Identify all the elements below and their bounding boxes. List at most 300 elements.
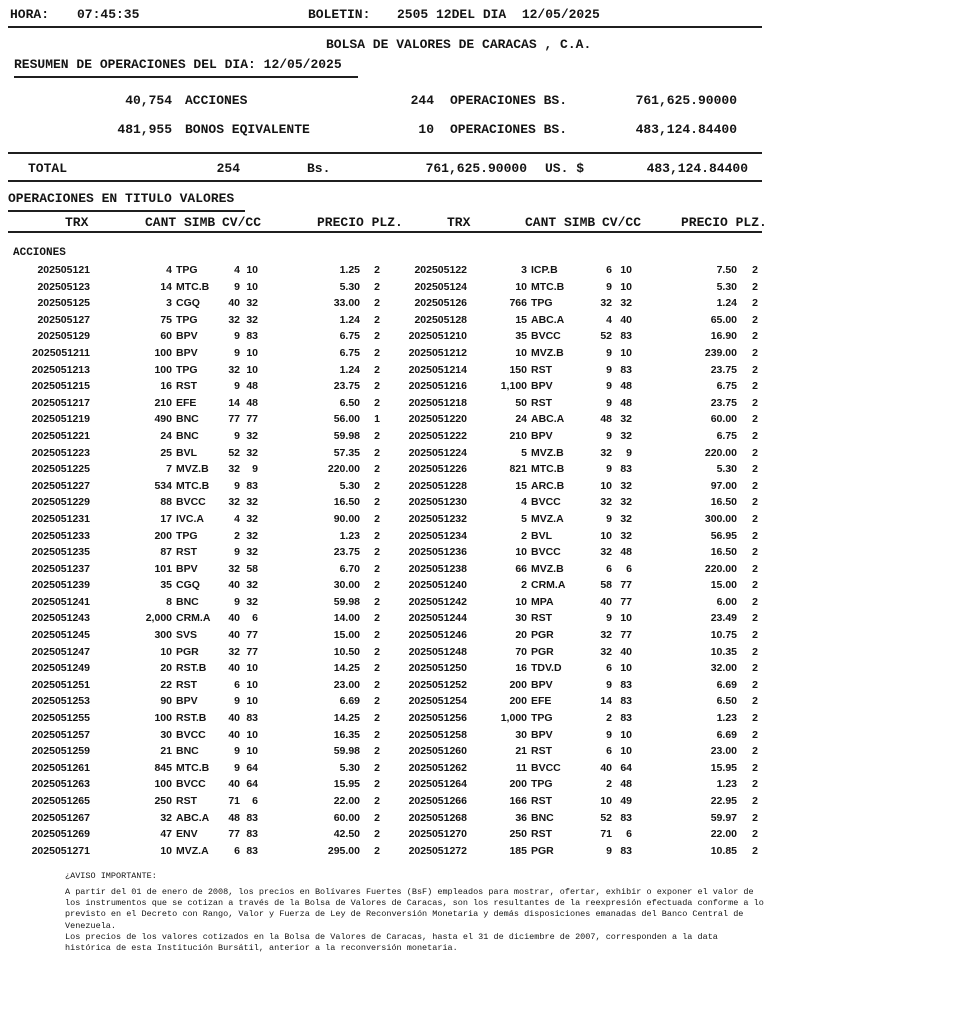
precio-cell: 23.49 <box>710 612 737 625</box>
table-row <box>0 727 762 744</box>
precio-cell: 14.25 <box>333 712 360 725</box>
cc-cell: 83 <box>620 712 632 725</box>
plz-cell: 2 <box>752 695 758 708</box>
cv-cell: 9 <box>606 844 612 857</box>
cant-cell: 3 <box>166 297 172 310</box>
cv-cell: 58 <box>600 579 612 592</box>
simb-cell: ICP.B <box>531 264 558 276</box>
simb-cell: RST.B <box>176 712 207 725</box>
trx-cell: 2025051220 <box>408 413 467 426</box>
cc-cell: 10 <box>620 662 632 675</box>
cc-cell: 64 <box>620 761 632 774</box>
trx-cell: 2025051242 <box>408 595 467 608</box>
trx-cell: 2025051270 <box>408 828 467 841</box>
cc-cell: 40 <box>620 313 632 326</box>
cv-cell: 32 <box>600 496 612 509</box>
cant-cell: 845 <box>154 761 172 774</box>
table-row <box>0 793 762 810</box>
bonos-cantidad: 481,955 <box>117 122 172 137</box>
trx-cell: 2025051239 <box>31 579 90 592</box>
cv-cell: 14 <box>228 396 240 409</box>
precio-cell: 6.75 <box>339 346 360 359</box>
simb-cell: RST <box>531 795 552 807</box>
precio-cell: 32.00 <box>710 662 737 675</box>
cc-cell: 10 <box>620 280 632 293</box>
plz-cell: 2 <box>374 795 380 807</box>
precio-cell: 6.00 <box>716 595 737 608</box>
plz-cell: 2 <box>374 629 380 642</box>
cv-cell: 9 <box>234 330 240 343</box>
simb-cell: ABC.A <box>176 811 210 824</box>
cc-cell: 83 <box>246 712 258 725</box>
cant-cell: 30 <box>160 728 172 741</box>
table-row <box>0 743 762 760</box>
trx-cell: 2025051260 <box>408 745 467 758</box>
cc-cell: 10 <box>246 280 258 293</box>
cc-cell: 10 <box>246 346 258 359</box>
cant-cell: 185 <box>509 844 527 857</box>
plz-cell: 2 <box>374 363 380 376</box>
simb-cell: MVZ.B <box>531 562 564 575</box>
header-rule <box>8 26 762 28</box>
precio-cell: 6.50 <box>339 396 360 409</box>
simb-cell: PGR <box>531 629 554 642</box>
cant-cell: 35 <box>160 579 172 592</box>
simb-cell: MTC.B <box>176 761 210 774</box>
simb-cell: TPG <box>176 529 198 542</box>
cc-cell: 83 <box>620 678 632 691</box>
cv-cell: 10 <box>600 795 612 807</box>
simb-cell: CRM.A <box>176 612 211 625</box>
cv-cell: 52 <box>600 811 612 824</box>
precio-cell: 5.30 <box>339 280 360 293</box>
cant-cell: 20 <box>160 662 172 675</box>
plz-cell: 2 <box>374 479 380 492</box>
trx-cell: 2025051255 <box>31 712 90 725</box>
aviso-line: previsto en el Decreto con Rango, Valor y Fuerza de Ley de Reconversión Monetaria y demás disposiciones emanadas del Banco Central de <box>65 909 744 920</box>
plz-cell: 2 <box>752 496 758 509</box>
simb-cell: BPV <box>176 562 198 575</box>
simb-cell: BPV <box>531 380 553 393</box>
precio-cell: 65.00 <box>710 313 737 326</box>
plz-cell: 2 <box>752 778 758 791</box>
cv-cell: 6 <box>606 662 612 675</box>
plz-cell: 2 <box>374 346 380 359</box>
simb-cell: MVZ.B <box>531 446 564 459</box>
cant-cell: 5 <box>521 512 527 525</box>
cc-cell: 10 <box>246 662 258 675</box>
trx-cell: 2025051222 <box>408 429 467 442</box>
cant-cell: 24 <box>515 413 527 426</box>
cc-cell: 77 <box>620 629 632 642</box>
cv-cell: 32 <box>600 546 612 559</box>
cant-cell: 36 <box>515 811 527 824</box>
cant-cell: 22 <box>160 678 172 691</box>
trx-cell: 2025051245 <box>31 629 90 642</box>
cv-cell: 40 <box>600 761 612 774</box>
cant-cell: 490 <box>154 413 172 426</box>
cant-cell: 5 <box>521 446 527 459</box>
simb-cell: RST.B <box>176 662 207 675</box>
precio-cell: 15.00 <box>333 629 360 642</box>
col-header-precio-plz: PRECIO PLZ. <box>317 215 403 230</box>
cc-cell: 48 <box>620 778 632 791</box>
trx-cell: 2025051218 <box>408 396 467 409</box>
trx-cell: 2025051219 <box>31 413 90 426</box>
trx-cell: 202505124 <box>414 280 467 293</box>
precio-cell: 10.75 <box>710 629 737 642</box>
cv-cell: 32 <box>228 463 240 476</box>
precio-cell: 239.00 <box>704 346 737 359</box>
plz-cell: 2 <box>752 678 758 691</box>
cc-cell: 10 <box>620 612 632 625</box>
precio-cell: 6.69 <box>716 678 737 691</box>
usd-label: US. $ <box>545 161 585 176</box>
table-row <box>0 328 762 345</box>
cant-cell: 25 <box>160 446 172 459</box>
table-row <box>0 710 762 727</box>
simb-cell: CGQ <box>176 579 200 592</box>
simb-cell: BNC <box>176 413 199 426</box>
trx-cell: 2025051267 <box>31 811 90 824</box>
simb-cell: RST <box>531 396 552 409</box>
trx-cell: 2025051261 <box>31 761 90 774</box>
table-row <box>0 279 762 296</box>
plz-cell: 2 <box>752 795 758 807</box>
cv-cell: 9 <box>234 695 240 708</box>
col-header-cant-simb: CANT SIMB <box>525 215 596 230</box>
cv-cell: 6 <box>234 844 240 857</box>
trx-cell: 2025051254 <box>408 695 467 708</box>
plz-cell: 2 <box>752 346 758 359</box>
trx-cell: 2025051240 <box>408 579 467 592</box>
plz-cell: 2 <box>752 811 758 824</box>
trx-cell: 2025051225 <box>31 463 90 476</box>
precio-cell: 23.75 <box>333 546 360 559</box>
plz-cell: 2 <box>374 496 380 509</box>
precio-cell: 16.50 <box>710 546 737 559</box>
plz-cell: 2 <box>752 629 758 642</box>
total-num-ops: 254 <box>216 161 240 176</box>
cv-cell: 6 <box>234 678 240 691</box>
cc-cell: 32 <box>246 313 258 326</box>
cv-cell: 9 <box>606 346 612 359</box>
trx-cell: 2025051246 <box>408 629 467 642</box>
precio-cell: 15.00 <box>710 579 737 592</box>
simb-cell: BPV <box>176 346 198 359</box>
cc-cell: 9 <box>626 446 632 459</box>
simb-cell: CGQ <box>176 297 200 310</box>
col-header-cv-cc: CV/CC <box>602 215 642 230</box>
precio-cell: 6.75 <box>339 330 360 343</box>
cant-cell: 60 <box>160 330 172 343</box>
plz-cell: 2 <box>752 546 758 559</box>
simb-cell: BVCC <box>531 761 561 774</box>
plz-cell: 2 <box>374 844 380 857</box>
cc-cell: 10 <box>246 264 258 276</box>
cant-cell: 14 <box>160 280 172 293</box>
operaciones-bs-label: OPERACIONES BS. <box>450 93 568 108</box>
trx-cell: 2025051235 <box>31 546 90 559</box>
cv-cell: 9 <box>234 380 240 393</box>
cv-cell: 40 <box>228 579 240 592</box>
trx-cell: 2025051241 <box>31 595 90 608</box>
plz-cell: 2 <box>752 645 758 658</box>
precio-cell: 1.24 <box>716 297 737 310</box>
cv-cell: 9 <box>606 612 612 625</box>
precio-cell: 23.00 <box>710 745 737 758</box>
cant-cell: 200 <box>154 529 172 542</box>
trx-cell: 2025051232 <box>408 512 467 525</box>
cant-cell: 200 <box>509 778 527 791</box>
cc-cell: 10 <box>246 695 258 708</box>
cc-cell: 10 <box>620 346 632 359</box>
plz-cell: 2 <box>374 280 380 293</box>
simb-cell: RST <box>531 828 552 841</box>
cc-cell: 83 <box>246 330 258 343</box>
simb-cell: MPA <box>531 595 554 608</box>
precio-cell: 14.00 <box>333 612 360 625</box>
plz-cell: 2 <box>752 479 758 492</box>
cc-cell: 9 <box>252 463 258 476</box>
cant-cell: 100 <box>154 712 172 725</box>
precio-cell: 1.23 <box>716 712 737 725</box>
plz-cell: 2 <box>374 297 380 310</box>
cc-cell: 10 <box>620 745 632 758</box>
table-row <box>0 544 762 561</box>
cant-cell: 32 <box>160 811 172 824</box>
trx-cell: 2025051229 <box>31 496 90 509</box>
cant-cell: 17 <box>160 512 172 525</box>
cant-cell: 2 <box>521 529 527 542</box>
page-title: BOLSA DE VALORES DE CARACAS , C.A. <box>326 37 592 52</box>
bonos-monto: 483,124.84400 <box>635 122 737 137</box>
cc-cell: 77 <box>620 595 632 608</box>
cant-cell: 821 <box>509 463 527 476</box>
cant-cell: 250 <box>509 828 527 841</box>
plz-cell: 2 <box>752 330 758 343</box>
cant-cell: 24 <box>160 429 172 442</box>
trx-cell: 2025051211 <box>32 346 90 359</box>
cv-cell: 9 <box>234 346 240 359</box>
plz-cell: 2 <box>374 728 380 741</box>
cv-cell: 32 <box>600 446 612 459</box>
cc-cell: 32 <box>246 446 258 459</box>
simb-cell: RST <box>176 678 197 691</box>
precio-cell: 295.00 <box>327 844 360 857</box>
trx-cell: 2025051266 <box>408 795 467 807</box>
precio-cell: 30.00 <box>333 579 360 592</box>
precio-cell: 59.98 <box>333 745 360 758</box>
cant-cell: 10 <box>515 546 527 559</box>
cv-cell: 32 <box>600 629 612 642</box>
table-row <box>0 428 762 445</box>
simb-cell: MTC.B <box>531 280 565 293</box>
cc-cell: 6 <box>626 828 632 841</box>
simb-cell: EFE <box>531 695 552 708</box>
cc-cell: 58 <box>246 562 258 575</box>
cv-cell: 9 <box>606 678 612 691</box>
cant-cell: 210 <box>509 429 527 442</box>
cc-cell: 6 <box>252 795 258 807</box>
precio-cell: 97.00 <box>710 479 737 492</box>
trx-cell: 2025051250 <box>408 662 467 675</box>
cant-cell: 21 <box>515 745 527 758</box>
trx-cell: 2025051256 <box>408 712 467 725</box>
precio-cell: 5.30 <box>716 280 737 293</box>
simb-cell: ABC.A <box>531 313 565 326</box>
boletin-label: BOLETIN: <box>308 7 371 22</box>
cant-cell: 87 <box>160 546 172 559</box>
plz-cell: 2 <box>752 662 758 675</box>
trx-cell: 2025051251 <box>31 678 90 691</box>
trx-cell: 2025051271 <box>31 844 90 857</box>
simb-cell: BVL <box>531 529 552 542</box>
simb-cell: BVCC <box>531 546 561 559</box>
simb-cell: BVCC <box>176 728 206 741</box>
cv-cell: 32 <box>228 313 240 326</box>
aviso-line: histórica de esta Institución Bursátil, anterior a la reconversión monetaria. <box>65 942 458 953</box>
simb-cell: BVCC <box>531 330 561 343</box>
cc-cell: 32 <box>620 512 632 525</box>
cv-cell: 9 <box>234 429 240 442</box>
cv-cell: 6 <box>606 745 612 758</box>
bonos-label: BONOS EQIVALENTE <box>185 122 310 137</box>
bonos-num-ops: 10 <box>418 122 434 137</box>
cant-cell: 10 <box>515 595 527 608</box>
cv-cell: 52 <box>600 330 612 343</box>
plz-cell: 2 <box>374 579 380 592</box>
cc-cell: 32 <box>620 479 632 492</box>
trx-cell: 2025051258 <box>408 728 467 741</box>
precio-cell: 5.30 <box>339 479 360 492</box>
table-row <box>0 660 762 677</box>
simb-cell: BPV <box>531 728 553 741</box>
simb-cell: TPG <box>176 264 198 276</box>
total-bs-monto: 761,625.90000 <box>425 161 527 176</box>
trx-cell: 2025051221 <box>31 429 90 442</box>
cv-cell: 9 <box>606 280 612 293</box>
cv-cell: 48 <box>228 811 240 824</box>
cant-cell: 30 <box>515 612 527 625</box>
cant-cell: 3 <box>521 264 527 276</box>
trx-cell: 2025051223 <box>31 446 90 459</box>
precio-cell: 6.75 <box>716 429 737 442</box>
precio-cell: 60.00 <box>710 413 737 426</box>
table-row <box>0 262 762 279</box>
plz-cell: 2 <box>752 728 758 741</box>
trx-cell: 2025051210 <box>408 330 467 343</box>
table-row <box>0 610 762 627</box>
cv-cell: 9 <box>606 380 612 393</box>
cant-cell: 250 <box>154 795 172 807</box>
boletin-value: 2505 12DEL DIA 12/05/2025 <box>397 7 600 22</box>
cc-cell: 10 <box>620 728 632 741</box>
plz-cell: 2 <box>374 429 380 442</box>
cv-cell: 48 <box>600 413 612 426</box>
cc-cell: 83 <box>246 479 258 492</box>
simb-cell: CRM.A <box>531 579 566 592</box>
simb-cell: MTC.B <box>176 479 210 492</box>
trx-cell: 2025051227 <box>31 479 90 492</box>
col-header-precio-plz: PRECIO PLZ. <box>681 215 767 230</box>
simb-cell: BPV <box>176 330 198 343</box>
cc-cell: 6 <box>252 612 258 625</box>
cant-cell: 90 <box>160 695 172 708</box>
trx-cell: 2025051230 <box>408 496 467 509</box>
summary-row-bonos <box>0 122 737 137</box>
cv-cell: 40 <box>228 612 240 625</box>
cv-cell: 2 <box>606 712 612 725</box>
cant-cell: 10 <box>515 280 527 293</box>
simb-cell: MTC.B <box>176 280 210 293</box>
table-row <box>0 411 762 428</box>
simb-cell: BVCC <box>176 496 206 509</box>
simb-cell: TPG <box>531 778 553 791</box>
plz-cell: 2 <box>752 828 758 841</box>
precio-cell: 220.00 <box>327 463 360 476</box>
table-row <box>0 461 762 478</box>
cc-cell: 32 <box>246 512 258 525</box>
cc-cell: 77 <box>246 645 258 658</box>
cv-cell: 32 <box>228 562 240 575</box>
trx-cell: 202505122 <box>414 264 467 276</box>
trx-cell: 202505127 <box>37 313 90 326</box>
plz-cell: 2 <box>752 446 758 459</box>
cc-cell: 32 <box>246 429 258 442</box>
cc-cell: 83 <box>246 828 258 841</box>
aviso-line: Los precios de los valores cotizados en la Bolsa de Valores de Caracas, hasta el 31 de diciembre de 2007, corresponden a la data <box>65 931 718 942</box>
cant-cell: 10 <box>515 346 527 359</box>
simb-cell: EFE <box>176 396 197 409</box>
simb-cell: PGR <box>531 844 554 857</box>
simb-cell: SVS <box>176 629 198 642</box>
cc-cell: 83 <box>620 811 632 824</box>
cant-cell: 534 <box>154 479 172 492</box>
cc-cell: 77 <box>620 579 632 592</box>
plz-cell: 2 <box>374 645 380 658</box>
simb-cell: TDV.D <box>531 662 562 675</box>
simb-cell: BNC <box>176 745 199 758</box>
plz-cell: 2 <box>752 363 758 376</box>
plz-cell: 2 <box>752 429 758 442</box>
simb-cell: TPG <box>176 313 198 326</box>
cc-cell: 32 <box>620 297 632 310</box>
precio-cell: 16.50 <box>333 496 360 509</box>
cv-cell: 77 <box>228 828 240 841</box>
trx-cell: 2025051238 <box>408 562 467 575</box>
cv-cell: 9 <box>606 728 612 741</box>
plz-cell: 2 <box>752 844 758 857</box>
precio-cell: 23.75 <box>333 380 360 393</box>
cc-cell: 10 <box>620 264 632 276</box>
cv-cell: 9 <box>606 512 612 525</box>
precio-cell: 57.35 <box>333 446 360 459</box>
trx-cell: 2025051216 <box>408 380 467 393</box>
plz-cell: 2 <box>752 413 758 426</box>
precio-cell: 59.97 <box>710 811 737 824</box>
table-row <box>0 445 762 462</box>
cc-cell: 77 <box>246 629 258 642</box>
cv-cell: 9 <box>606 363 612 376</box>
simb-cell: MVZ.A <box>176 844 209 857</box>
trx-cell: 2025051233 <box>31 529 90 542</box>
precio-cell: 15.95 <box>333 778 360 791</box>
cv-cell: 32 <box>600 645 612 658</box>
precio-cell: 5.30 <box>339 761 360 774</box>
table-row <box>0 644 762 661</box>
cc-cell: 83 <box>620 844 632 857</box>
